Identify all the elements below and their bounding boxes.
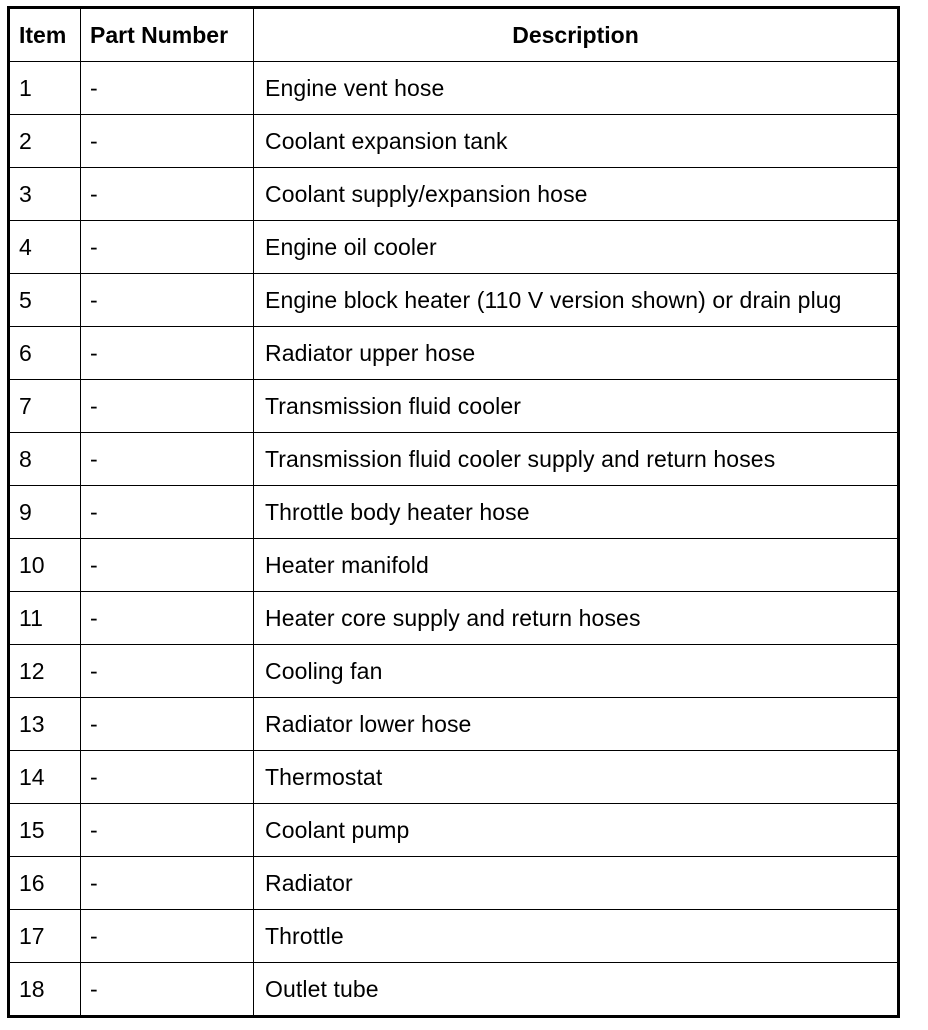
cell-item: 10 [9,539,81,592]
cell-part-number: - [81,539,254,592]
cell-part-number: - [81,115,254,168]
cell-description: Thermostat [254,751,899,804]
cell-description: Heater core supply and return hoses [254,592,899,645]
cell-item: 12 [9,645,81,698]
cell-item: 1 [9,62,81,115]
table-row [9,539,899,592]
cell-part-number: - [81,274,254,327]
cell-description: Transmission fluid cooler [254,380,899,433]
cell-part-number: - [81,433,254,486]
header-description: Description [254,8,899,62]
cell-item: 3 [9,168,81,221]
table-row [9,274,899,327]
cell-description: Cooling fan [254,645,899,698]
cell-item: 8 [9,433,81,486]
cell-item: 15 [9,804,81,857]
cell-item: 18 [9,963,81,1017]
table-row [9,592,899,645]
cell-description: Transmission fluid cooler supply and return hoses [254,433,899,486]
cell-description: Outlet tube [254,963,899,1017]
cell-item: 14 [9,751,81,804]
table-row [9,486,899,539]
cell-part-number: - [81,910,254,963]
table-row [9,168,899,221]
cell-part-number: - [81,486,254,539]
cell-item: 5 [9,274,81,327]
table-row [9,115,899,168]
header-item: Item [9,8,81,62]
cell-part-number: - [81,857,254,910]
cell-description: Coolant supply/expansion hose [254,168,899,221]
table-row [9,963,899,1017]
table-row [9,433,899,486]
cell-item: 13 [9,698,81,751]
cell-item: 11 [9,592,81,645]
cell-part-number: - [81,168,254,221]
cell-description: Engine block heater (110 V version shown) or drain plug [254,274,899,327]
cell-item: 2 [9,115,81,168]
cell-description: Radiator lower hose [254,698,899,751]
cell-item: 16 [9,857,81,910]
cell-part-number: - [81,62,254,115]
table-row [9,910,899,963]
cell-description: Radiator [254,857,899,910]
cell-part-number: - [81,804,254,857]
table-row [9,698,899,751]
cell-description: Radiator upper hose [254,327,899,380]
cell-description: Throttle [254,910,899,963]
table-row [9,62,899,115]
header-part-number: Part Number [81,8,254,62]
cell-item: 4 [9,221,81,274]
cell-part-number: - [81,380,254,433]
table-row [9,645,899,698]
cell-description: Throttle body heater hose [254,486,899,539]
cell-item: 9 [9,486,81,539]
cell-part-number: - [81,698,254,751]
cell-description: Coolant pump [254,804,899,857]
cell-part-number: - [81,751,254,804]
table-row [9,327,899,380]
cell-item: 6 [9,327,81,380]
table-header-row [9,8,899,62]
table-row [9,857,899,910]
cell-description: Coolant expansion tank [254,115,899,168]
cell-part-number: - [81,327,254,380]
cell-part-number: - [81,645,254,698]
cell-item: 7 [9,380,81,433]
table-row [9,804,899,857]
cell-part-number: - [81,221,254,274]
cell-item: 17 [9,910,81,963]
cell-part-number: - [81,963,254,1017]
cell-description: Heater manifold [254,539,899,592]
cell-description: Engine oil cooler [254,221,899,274]
table-row [9,221,899,274]
cell-part-number: - [81,592,254,645]
table-row [9,751,899,804]
table-row [9,380,899,433]
parts-table [7,6,900,1018]
cell-description: Engine vent hose [254,62,899,115]
